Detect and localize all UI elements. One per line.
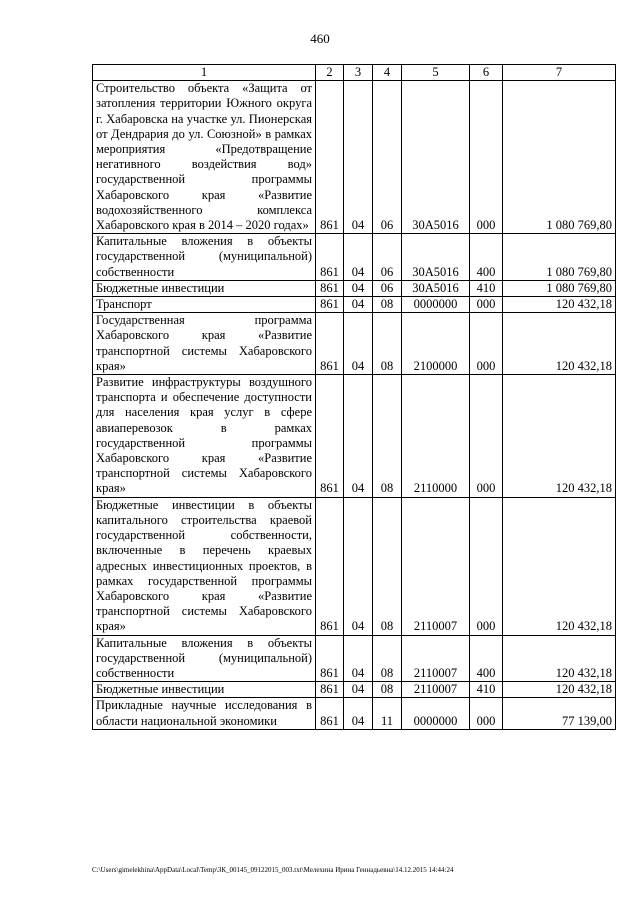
row-description: Капитальные вложения в объекты государственной (муниципальной) собственности <box>93 635 316 682</box>
row-expense-type: 000 <box>470 698 503 729</box>
row-section: 04 <box>344 234 373 281</box>
row-expense-type: 410 <box>470 682 503 698</box>
header-row <box>93 65 616 81</box>
row-expense-type: 000 <box>470 297 503 313</box>
row-amount: 120 432,18 <box>503 297 616 313</box>
row-subsection: 08 <box>373 375 402 498</box>
header-col-5: 5 <box>402 65 470 81</box>
row-section: 04 <box>344 635 373 682</box>
row-amount: 1 080 769,80 <box>503 234 616 281</box>
row-admin-code: 861 <box>316 497 344 635</box>
row-description: Строительство объекта «Защита от затопления территории Южного округа г. Хабаровска на участке ул. Пионерская от Дендрария до ул. Союзной» в рамках мероприятия «Предотвращение негативного воздействия вод» государственной программы Хабаровского края «Развитие водохозяйственного комплекса Хабаровского края в 2014 – 2020 годах» <box>93 81 316 234</box>
row-target-article: 2110007 <box>402 635 470 682</box>
row-subsection: 06 <box>373 280 402 296</box>
row-target-article: 2110000 <box>402 375 470 498</box>
row-description: Бюджетные инвестиции в объекты капитального строительства краевой государственной собственности, включенные в перечень краевых адресных инвестиционных проектов, в рамках государственной программы Хабаровского края «Развитие транспортной системы Хабаровского края» <box>93 497 316 635</box>
row-subsection: 08 <box>373 313 402 375</box>
row-target-article: 2110007 <box>402 497 470 635</box>
row-admin-code: 861 <box>316 375 344 498</box>
table-row <box>93 375 616 498</box>
row-target-article: 30А5016 <box>402 234 470 281</box>
row-subsection: 08 <box>373 497 402 635</box>
row-description: Бюджетные инвестиции <box>93 682 316 698</box>
table-row <box>93 234 616 281</box>
row-subsection: 06 <box>373 81 402 234</box>
table-row <box>93 81 616 234</box>
row-section: 04 <box>344 698 373 729</box>
row-subsection: 08 <box>373 682 402 698</box>
row-section: 04 <box>344 280 373 296</box>
row-admin-code: 861 <box>316 313 344 375</box>
header-col-1: 1 <box>93 65 316 81</box>
table-row <box>93 497 616 635</box>
header-col-7: 7 <box>503 65 616 81</box>
row-subsection: 06 <box>373 234 402 281</box>
row-amount: 120 432,18 <box>503 635 616 682</box>
row-admin-code: 861 <box>316 280 344 296</box>
budget-table <box>92 64 616 730</box>
row-amount: 1 080 769,80 <box>503 81 616 234</box>
row-amount: 120 432,18 <box>503 682 616 698</box>
table-row <box>93 313 616 375</box>
row-admin-code: 861 <box>316 81 344 234</box>
row-amount: 120 432,18 <box>503 497 616 635</box>
row-description: Государственная программа Хабаровского края «Развитие транспортной системы Хабаровского края» <box>93 313 316 375</box>
row-admin-code: 861 <box>316 297 344 313</box>
row-description: Развитие инфраструктуры воздушного транспорта и обеспечение доступности для населения края услуг в сфере авиаперевозок в рамках государственной программы Хабаровского края «Развитие транспортной системы Хабаровского края» <box>93 375 316 498</box>
row-target-article: 0000000 <box>402 297 470 313</box>
row-section: 04 <box>344 375 373 498</box>
header-col-6: 6 <box>470 65 503 81</box>
table-row <box>93 635 616 682</box>
row-description: Капитальные вложения в объекты государственной (муниципальной) собственности <box>93 234 316 281</box>
row-admin-code: 861 <box>316 682 344 698</box>
row-amount: 120 432,18 <box>503 375 616 498</box>
row-subsection: 11 <box>373 698 402 729</box>
row-section: 04 <box>344 313 373 375</box>
row-admin-code: 861 <box>316 698 344 729</box>
row-amount: 120 432,18 <box>503 313 616 375</box>
row-subsection: 08 <box>373 635 402 682</box>
row-description: Бюджетные инвестиции <box>93 280 316 296</box>
row-expense-type: 000 <box>470 375 503 498</box>
row-admin-code: 861 <box>316 635 344 682</box>
row-section: 04 <box>344 682 373 698</box>
row-amount: 1 080 769,80 <box>503 280 616 296</box>
row-target-article: 2100000 <box>402 313 470 375</box>
header-col-4: 4 <box>373 65 402 81</box>
row-expense-type: 000 <box>470 81 503 234</box>
header-col-2: 2 <box>316 65 344 81</box>
row-target-article: 0000000 <box>402 698 470 729</box>
row-target-article: 30А5016 <box>402 280 470 296</box>
row-expense-type: 400 <box>470 234 503 281</box>
row-expense-type: 410 <box>470 280 503 296</box>
table-row <box>93 698 616 729</box>
row-description: Транспорт <box>93 297 316 313</box>
row-amount: 77 139,00 <box>503 698 616 729</box>
file-path-footer: C:\Users\gimelekhina\AppData\Local\Temp\ЗК_00145_09122015_003.txt\Мелехина Ирина Геннадьевна\14.12.2015 14:44:24 <box>92 866 454 874</box>
row-section: 04 <box>344 297 373 313</box>
header-col-3: 3 <box>344 65 373 81</box>
row-admin-code: 861 <box>316 234 344 281</box>
row-section: 04 <box>344 497 373 635</box>
row-section: 04 <box>344 81 373 234</box>
table-row <box>93 280 616 296</box>
row-expense-type: 000 <box>470 313 503 375</box>
row-expense-type: 400 <box>470 635 503 682</box>
row-target-article: 2110007 <box>402 682 470 698</box>
page-number: 460 <box>310 31 330 46</box>
table-row <box>93 297 616 313</box>
row-subsection: 08 <box>373 297 402 313</box>
row-target-article: 30А5016 <box>402 81 470 234</box>
row-description: Прикладные научные исследования в области национальной экономики <box>93 698 316 729</box>
table-row <box>93 682 616 698</box>
row-expense-type: 000 <box>470 497 503 635</box>
